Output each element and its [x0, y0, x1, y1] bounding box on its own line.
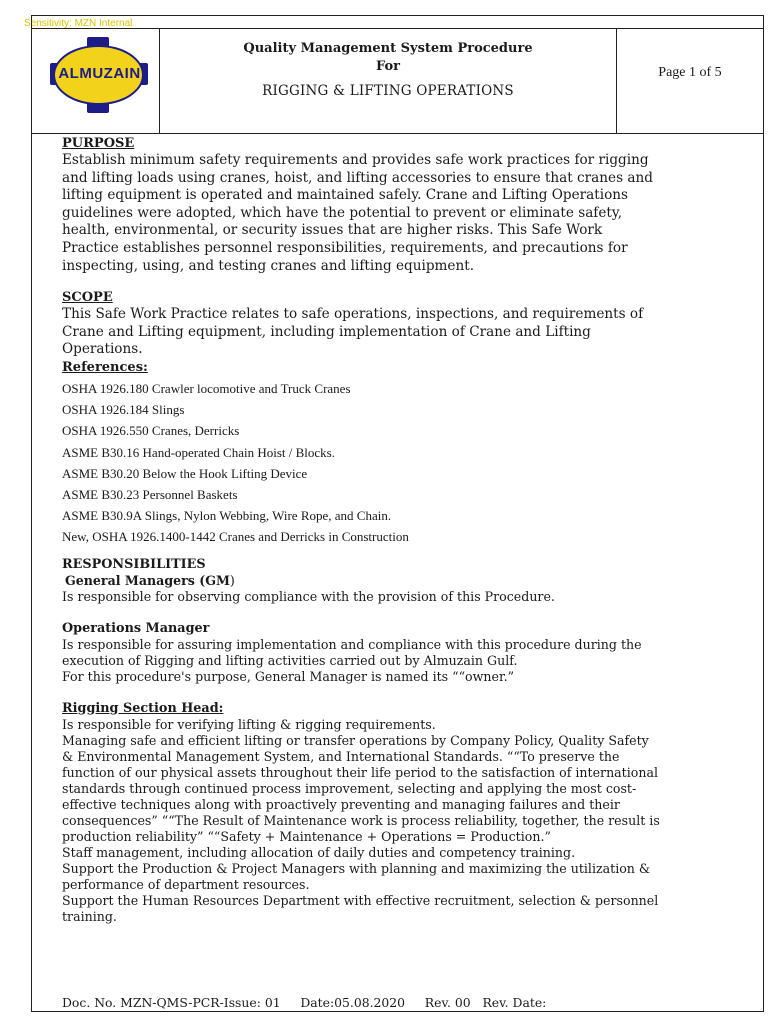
doc-revision-date: Rev. Date:	[482, 995, 547, 1010]
references-section	[62, 359, 712, 548]
scope-section	[62, 289, 712, 359]
reference-item: ASME B30.20 Below the Hook Lifting Device	[62, 465, 308, 481]
document-body	[62, 135, 712, 925]
purpose-text-line: health, environmental, or security issues that are higher risks. This Safe Work	[62, 222, 603, 239]
rigging-text-line: Is responsible for verifying lifting & rigging requirements.	[62, 716, 436, 732]
rigging-text-line: consequences” ““The Result of Maintenance work is process reliability, together, the result is	[62, 812, 660, 828]
reference-item: ASME B30.16 Hand-operated Chain Hoist / Blocks.	[62, 444, 335, 460]
title-cell	[160, 29, 617, 133]
gm-heading	[62, 573, 712, 589]
document-footer	[62, 995, 546, 1010]
purpose-heading: PURPOSE	[62, 136, 135, 151]
purpose-text-line: Practice establishes personnel responsibilities, requirements, and precautions for	[62, 239, 628, 256]
reference-item: ASME B30.9A Slings, Nylon Webbing, Wire Rope, and Chain.	[62, 508, 392, 524]
doc-title-line3: RIGGING & LIFTING OPERATIONS	[262, 83, 514, 99]
ops-text-line: Is responsible for assuring implementation and compliance with this procedure during the	[62, 636, 642, 652]
scope-text-line: Operations.	[62, 341, 143, 358]
gm-text-line: Is responsible for observing compliance with the provision of this Procedure.	[62, 588, 555, 604]
doc-title-line1: Quality Management System Procedure	[243, 41, 533, 56]
rigging-text-line: effective techniques along with proactively preventing and managing failures and their	[62, 796, 620, 812]
ops-text-line: For this procedure's purpose, General Manager is named its ““owner.”	[62, 668, 515, 684]
scope-text-line: This Safe Work Practice relates to safe operations, inspections, and requirements of	[62, 306, 644, 323]
page-number: Page 1 of 5	[658, 65, 722, 80]
gm-heading-bold: General Managers (GM	[65, 572, 230, 588]
scope-heading: SCOPE	[62, 290, 113, 306]
rigging-heading: Rigging Section Head:	[62, 700, 224, 716]
rigging-text-line: Staff management, including allocation of daily duties and competency training.	[62, 844, 576, 860]
purpose-text-line: guidelines were adopted, which have the potential to prevent or eliminate safety,	[62, 204, 623, 221]
responsibilities-heading: RESPONSIBILITIES	[62, 556, 206, 572]
reference-item: New, OSHA 1926.1400-1442 Cranes and Derricks in Construction	[62, 529, 409, 545]
rigging-text-line: training.	[62, 908, 117, 924]
logo-cell	[32, 29, 160, 133]
gm-heading-tail: )	[229, 572, 235, 588]
rigging-text-line: performance of department resources.	[62, 876, 310, 892]
rigging-text-line: Managing safe and efficient lifting or transfer operations by Company Policy, Quality Safety	[62, 732, 649, 748]
purpose-text-line: and lifting loads using cranes, hoist, and lifting accessories to ensure that cranes and	[62, 169, 653, 186]
rigging-text-line: Support the Production & Project Managers with planning and maximizing the utilization &	[62, 860, 651, 876]
reference-item: OSHA 1926.550 Cranes, Derricks	[62, 423, 240, 439]
purpose-text-line: lifting equipment is operated and maintained safely. Crane and Lifting Operations	[62, 187, 629, 204]
doc-revision: Rev. 00	[424, 995, 471, 1010]
purpose-text-line: Establish minimum safety requirements and provides safe work practices for rigging	[62, 152, 649, 168]
ops-heading: Operations Manager	[62, 620, 210, 636]
reference-item: ASME B30.23 Personnel Baskets	[62, 486, 238, 502]
doc-number: Doc. No. MZN-QMS-PCR-Issue: 01	[62, 995, 281, 1010]
document-header	[32, 28, 763, 134]
purpose-section	[62, 135, 712, 275]
rigging-text-line: & Environmental Management System, and International Standards. ““To preserve the	[62, 748, 620, 764]
references-heading: References:	[62, 359, 148, 375]
rigging-text-line: function of our physical assets throughout their life period to the satisfaction of international	[62, 764, 659, 780]
logo-text: ALMUZAIN	[58, 65, 141, 82]
rigging-text-line: Support the Human Resources Department with effective recruitment, selection & personnel	[62, 892, 659, 908]
reference-item: OSHA 1926.180 Crawler locomotive and Truck Cranes	[62, 380, 351, 396]
ops-text-line: execution of Rigging and lifting activities carried out by Almuzain Gulf.	[62, 652, 518, 668]
doc-date: Date:05.08.2020	[300, 995, 406, 1010]
scope-text-line: Crane and Lifting equipment, including implementation of Crane and Lifting	[62, 323, 591, 340]
rigging-text-line: production reliability” ““Safety + Maintenance + Operations = Production.”	[62, 828, 551, 844]
purpose-text-line: inspecting, using, and testing cranes and lifting equipment.	[62, 257, 475, 274]
doc-title-line2: For	[375, 59, 401, 74]
reference-item: OSHA 1926.184 Slings	[62, 402, 185, 418]
rigging-text-line: standards through continued process improvement, selecting and applying the most cost-	[62, 780, 637, 796]
page-number-cell	[617, 29, 763, 133]
responsibilities-section	[62, 557, 712, 925]
sensitivity-label: Sensitivity: MZN Internal	[24, 18, 133, 29]
